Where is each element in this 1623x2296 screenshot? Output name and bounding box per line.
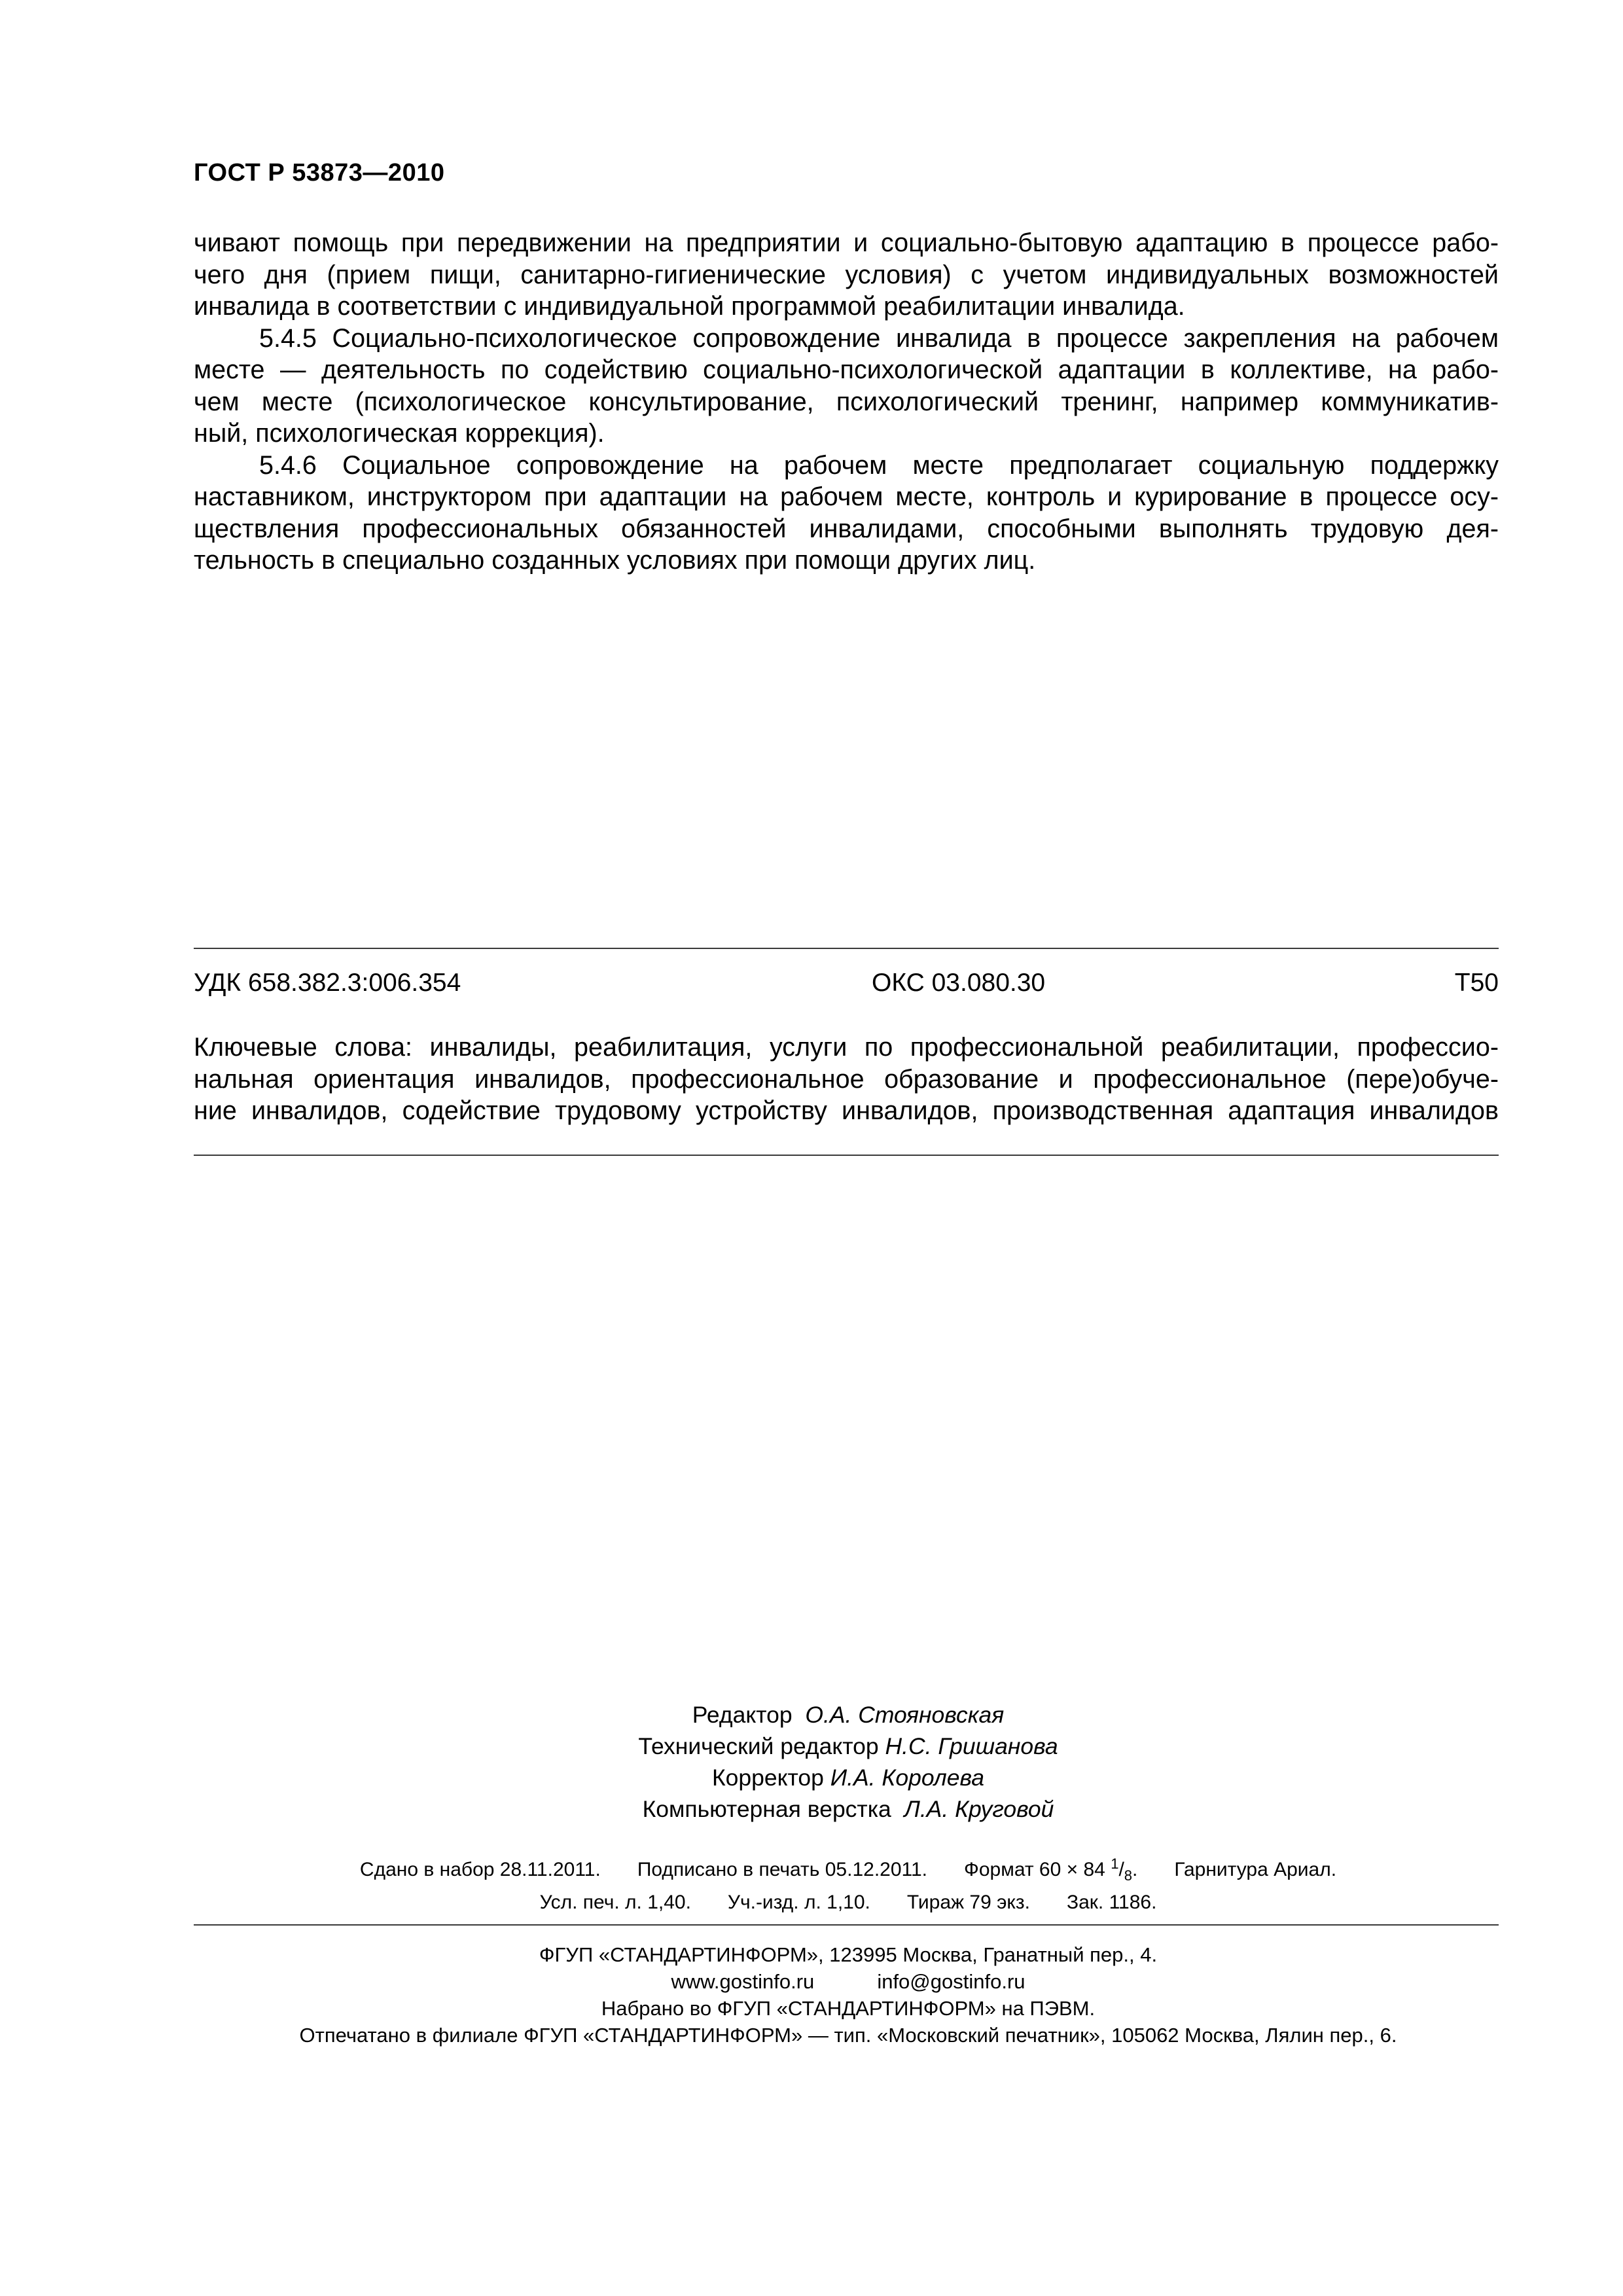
keywords-line: ние инвалидов, содействие трудовому устройству инвалидов, производственная адаптация инвалидов xyxy=(194,1096,1499,1125)
signed-date: Подписано в печать 05.12.2011. xyxy=(637,1859,928,1880)
standard-code-header: ГОСТ Р 53873—2010 xyxy=(194,159,445,187)
body-line: месте — деятельность по содействию социально-психологической адаптации в коллективе, на рабо- xyxy=(194,355,1499,384)
font-info: Гарнитура Ариал. xyxy=(1174,1859,1337,1880)
clause-5-4-6-line: 5.4.6 Социальное сопровождение на рабочем месте предполагает социальную поддержку xyxy=(259,450,1499,480)
body-line: чего дня (прием пищи, санитарно-гигиенические условия) с учетом индивидуальных возможностей xyxy=(194,260,1499,289)
print-info-row-2 xyxy=(194,1890,1503,1916)
email-link[interactable]: info@gostinfo.ru xyxy=(877,1970,1026,1993)
publisher-address: ФГУП «СТАНДАРТИНФОРМ», 123995 Москва, Гранатный пер., 4. xyxy=(539,1943,1158,1966)
body-line: ществления профессиональных обязанностей инвалидами, способными выполнять трудовую дея- xyxy=(194,514,1499,543)
body-line: тельность в специально созданных условиях при помощи других лиц. xyxy=(194,546,1036,575)
website-link[interactable]: www.gostinfo.ru xyxy=(671,1970,815,1993)
layout-label: Компьютерная верстка xyxy=(642,1796,891,1822)
keywords-divider xyxy=(194,1155,1499,1156)
printed-note: Отпечатано в филиале ФГУП «СТАНДАРТИНФОРМ» — тип. «Московский печатник», 105062 Москва, Лялин пер., 6. xyxy=(299,2024,1397,2047)
clause-5-4-5-line: 5.4.5 Социально-психологическое сопровождение инвалида в процессе закрепления на рабочем xyxy=(259,323,1499,353)
print-sheets: Усл. печ. л. 1,40. xyxy=(539,1892,691,1913)
body-line: наставником, инструктором при адаптации на рабочем месте, контроль и курирование в процессе осу- xyxy=(194,482,1499,511)
publisher-contacts xyxy=(194,1968,1503,1995)
corrector-label: Корректор xyxy=(711,1765,824,1791)
order-number: Зак. 1186. xyxy=(1066,1892,1157,1913)
corrector-row xyxy=(194,1762,1503,1793)
body-line: инвалида в соответствии с индивидуальной программой реабилитации инвалида. xyxy=(194,292,1185,321)
keywords-line: нальная ориентация инвалидов, профессиональное образование и профессиональное (пере)обуче- xyxy=(194,1064,1499,1094)
print-info-row-1: Сдано в набор 28.11.2011. Подписано в печать 05.12.2011. Формат 60 × 84 $^1/_8$. Гарнитура Ариал. xyxy=(194,1851,1503,1889)
editor-row xyxy=(194,1699,1503,1731)
body-paragraphs xyxy=(194,227,1499,577)
corrector-name: И.А. Королева xyxy=(830,1765,985,1791)
category-code: Т50 xyxy=(1454,969,1499,997)
editor-name: О.А. Стояновская xyxy=(805,1702,1005,1728)
tech-editor-label: Технический редактор xyxy=(638,1733,879,1759)
body-line: чивают помощь при передвижении на предприятии и социально-бытовую адаптацию в процессе рабо- xyxy=(194,228,1499,257)
credits-block xyxy=(194,1699,1503,1825)
layout-row xyxy=(194,1793,1503,1825)
publisher-block xyxy=(194,1941,1503,2049)
format-fraction: $^1/_8$ xyxy=(1111,1856,1133,1884)
oks-code: ОКС 03.080.30 xyxy=(872,969,1046,997)
tech-editor-row xyxy=(194,1731,1503,1762)
format-label: Формат 60 × 84 xyxy=(964,1859,1105,1880)
submitted-date: Сдано в набор 28.11.2011. xyxy=(359,1859,601,1880)
keywords-block xyxy=(194,1031,1499,1127)
typeset-note: Набрано во ФГУП «СТАНДАРТИНФОРМ» на ПЭВМ. xyxy=(601,1997,1096,2020)
keywords-line: Ключевые слова: инвалиды, реабилитация, услуги по профессиональной реабилитации, профессио- xyxy=(194,1033,1499,1062)
udk-code: УДК 658.382.3:006.354 xyxy=(194,969,461,997)
publisher-divider xyxy=(194,1924,1499,1926)
publication-sheets: Уч.-изд. л. 1,10. xyxy=(727,1892,870,1913)
layout-name: Л.А. Круговой xyxy=(904,1796,1054,1822)
tech-editor-name: Н.С. Гришанова xyxy=(885,1733,1058,1759)
body-line: ный, психологическая коррекция). xyxy=(194,419,605,448)
top-divider xyxy=(194,948,1499,949)
circulation: Тираж 79 экз. xyxy=(906,1892,1030,1913)
body-line: чем месте (психологическое консультирование, психологический тренинг, например коммуникатив- xyxy=(194,387,1499,416)
editor-label: Редактор xyxy=(692,1702,793,1728)
